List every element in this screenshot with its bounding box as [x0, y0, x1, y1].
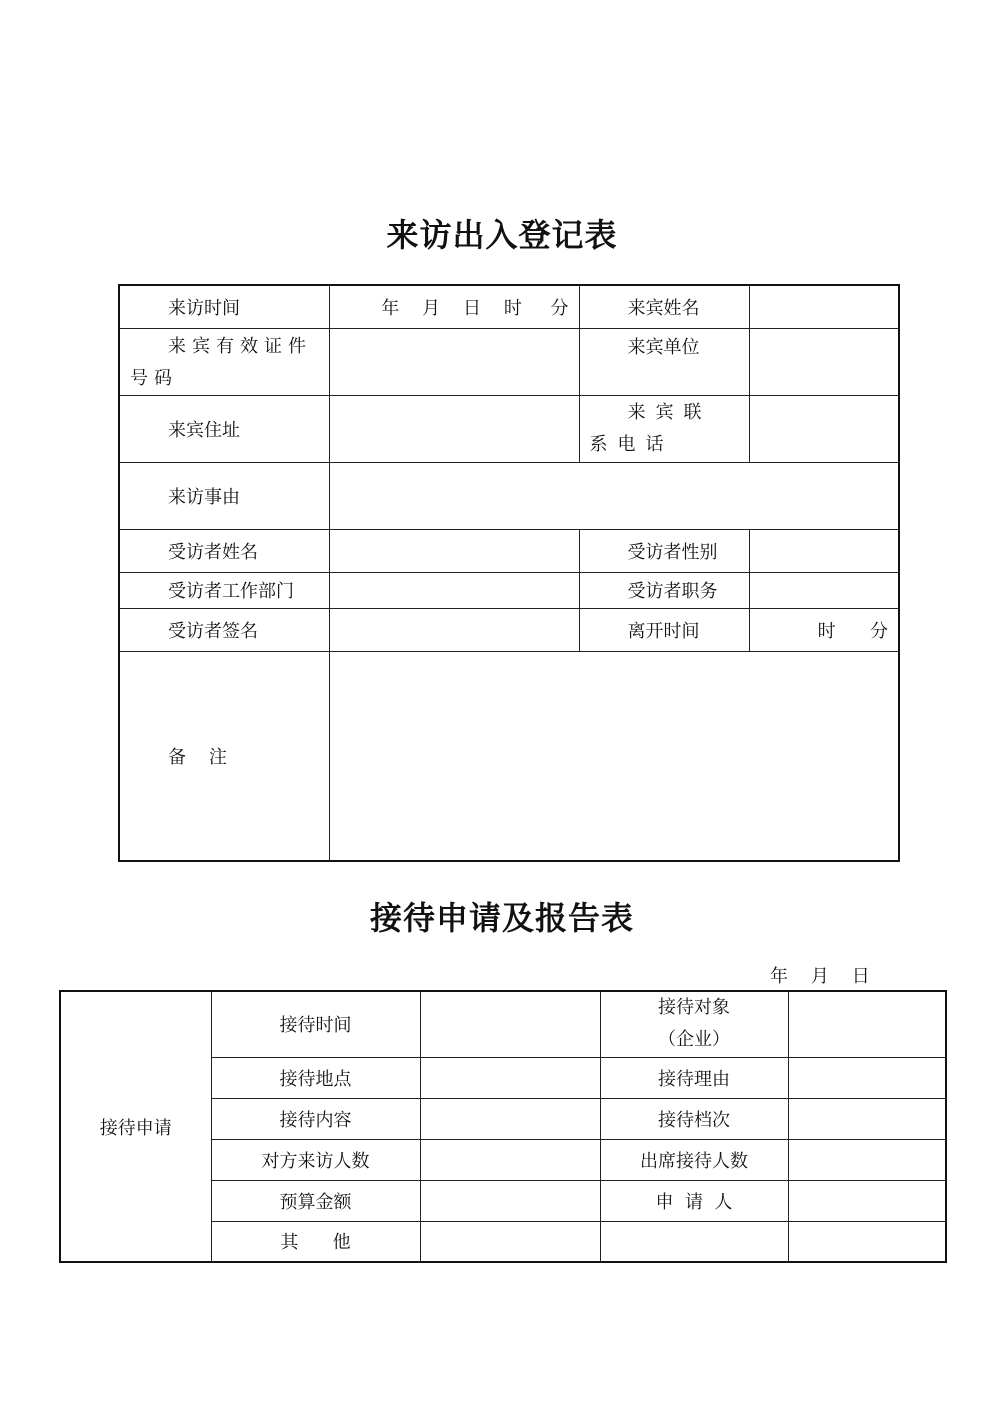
other-label: 其 他: [211, 1221, 420, 1262]
visit-reason-field[interactable]: [329, 462, 899, 529]
reception-reason-field[interactable]: [788, 1057, 946, 1098]
reception-content-field[interactable]: [420, 1098, 600, 1139]
other-extra-field[interactable]: [600, 1221, 788, 1262]
other-field[interactable]: [420, 1221, 600, 1262]
guest-name-label: 来宾姓名: [579, 285, 749, 328]
reception-target-label-line2: （企业）: [658, 1029, 730, 1051]
host-dept-label: 受访者工作部门: [119, 572, 329, 608]
visit-time-field[interactable]: 年 月 日 时 分: [329, 285, 579, 328]
visit-register-table: [118, 284, 900, 862]
guest-unit-label: 来宾单位: [579, 328, 749, 395]
budget-label: 预算金额: [211, 1180, 420, 1221]
host-position-label: 受访者职务: [579, 572, 749, 608]
reception-section-label: 接待申请: [60, 991, 211, 1262]
guest-unit-field[interactable]: [749, 328, 899, 395]
remarks-label: 备 注: [119, 651, 329, 861]
applicant-field[interactable]: [788, 1180, 946, 1221]
reception-target-field[interactable]: [788, 991, 946, 1057]
reception-level-field[interactable]: [788, 1098, 946, 1139]
guest-name-field[interactable]: [749, 285, 899, 328]
visit-register-title: 来访出入登记表: [386, 216, 618, 254]
attendee-count-label: 出席接待人数: [600, 1139, 788, 1180]
guest-id-label: 来宾有效证件号码: [119, 328, 329, 395]
guest-address-label: 来宾住址: [119, 395, 329, 462]
visitor-count-label: 对方来访人数: [211, 1139, 420, 1180]
host-dept-field[interactable]: [329, 572, 579, 608]
reception-target-label-line1: 接待对象: [658, 997, 730, 1019]
host-position-field[interactable]: [749, 572, 899, 608]
reception-time-field[interactable]: [420, 991, 600, 1057]
host-gender-field[interactable]: [749, 529, 899, 572]
reception-place-label: 接待地点: [211, 1057, 420, 1098]
guest-id-field[interactable]: [329, 328, 579, 395]
leave-time-label: 离开时间: [579, 608, 749, 651]
reception-time-label: 接待时间: [211, 991, 420, 1057]
guest-address-field[interactable]: [329, 395, 579, 462]
host-signature-field[interactable]: [329, 608, 579, 651]
host-name-field[interactable]: [329, 529, 579, 572]
host-signature-label: 受访者签名: [119, 608, 329, 651]
visit-time-label: 来访时间: [119, 285, 329, 328]
budget-field[interactable]: [420, 1180, 600, 1221]
visitor-count-field[interactable]: [420, 1139, 600, 1180]
guest-phone-field[interactable]: [749, 395, 899, 462]
applicant-label: 申 请 人: [600, 1180, 788, 1221]
reception-reason-label: 接待理由: [600, 1057, 788, 1098]
host-name-label: 受访者姓名: [119, 529, 329, 572]
report-date: 年 月 日: [770, 966, 870, 987]
visit-reason-label: 来访事由: [119, 462, 329, 529]
reception-report-table: [59, 990, 947, 1263]
guest-phone-label: 来宾联系电话: [579, 395, 749, 462]
host-gender-label: 受访者性别: [579, 529, 749, 572]
reception-target-label: [600, 991, 788, 1057]
leave-time-field[interactable]: 时 分: [749, 608, 899, 651]
other-extra-field-2[interactable]: [788, 1221, 946, 1262]
remarks-field[interactable]: [329, 651, 899, 861]
reception-content-label: 接待内容: [211, 1098, 420, 1139]
attendee-count-field[interactable]: [788, 1139, 946, 1180]
reception-level-label: 接待档次: [600, 1098, 788, 1139]
reception-report-title: 接待申请及报告表: [369, 899, 634, 937]
reception-place-field[interactable]: [420, 1057, 600, 1098]
